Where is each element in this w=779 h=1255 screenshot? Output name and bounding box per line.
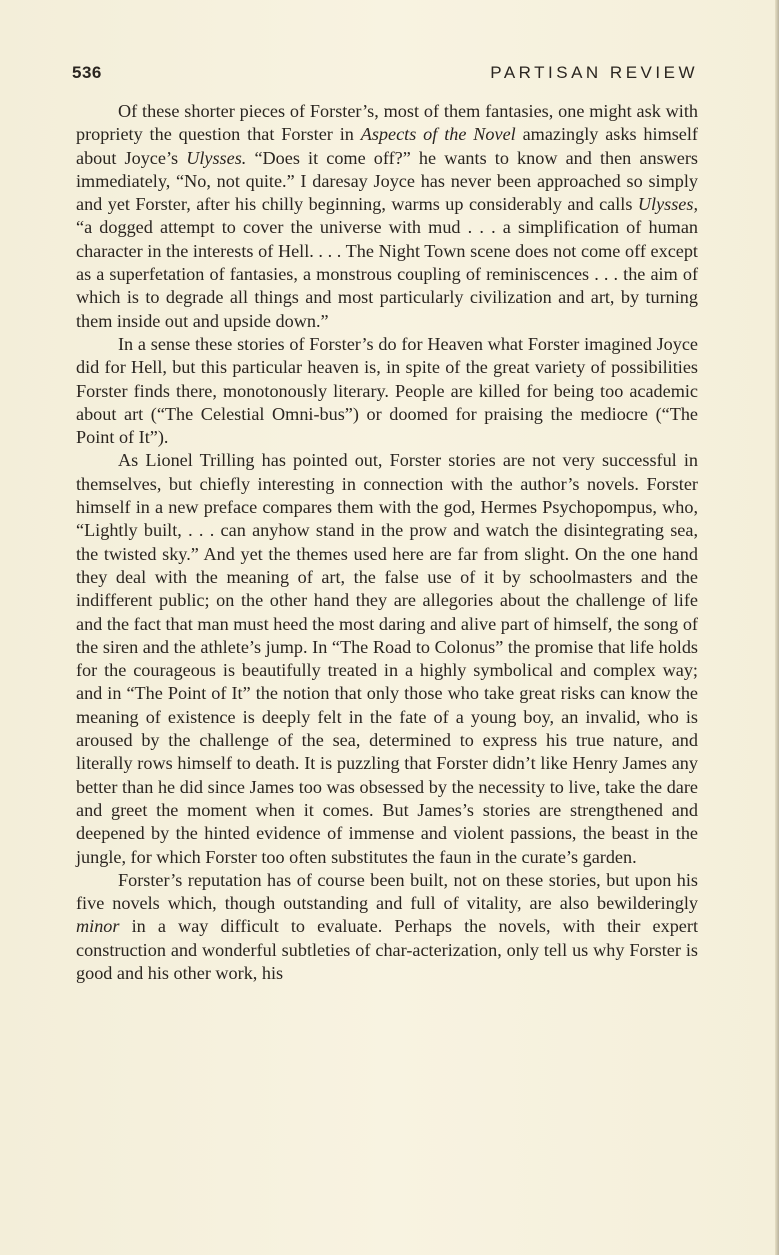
page-number: 536 xyxy=(72,63,102,82)
page-edge xyxy=(775,0,779,1255)
body-text xyxy=(76,100,698,985)
italic-text: minor xyxy=(76,916,120,937)
text-run: Forster’s reputation has of course been built, not on these stories, but upon his five novels which, though outstanding and full of vitality, are also bewilderingly xyxy=(76,869,698,914)
paragraph xyxy=(76,869,698,985)
italic-text: Aspects of the Novel xyxy=(360,124,516,145)
text-run: As Lionel Trilling has pointed out, Forster stories are not very successful in themselves, but chiefly interesting in connection with the author’s novels. Forster himself in a new preface compares them with the god, Hermes Psychopompus, who, “Lightly built, . . . can anyhow stand in the prow and watch the disintegrating sea, the twisted sky.” And yet the themes used here are far from slight. On the one hand they deal with the meaning of art, the false use of it by schoolmasters and the indifferent public; on the other hand they are allegories about the challenge of life and the fact that man must heed the most daring and alive part of himself, the song of the siren and the athlete’s jump. In “The Road to Colonus” the promise that life holds for the courageous is beautifully treated in a highly symbolical and complex way; and in “The Point of It” the notion that only those who take great risks can know the meaning of existence is deeply felt in the fate of a young boy, an invalid, who is aroused by the challenge of the sea, determined to express his true nature, and literally rows himself to death. It is puzzling that Forster didn’t like Henry James any better than he did since James too was obsessed by the necessity to live, take the dare and greet the moment when it comes. But James’s stories are strengthened and deepened by the hinted evidence of immense and violent passions, the beast in the jungle, for which Forster too often substitutes the faun in the curate’s garden. xyxy=(76,450,698,867)
italic-text: Ulysses. xyxy=(186,147,247,168)
text-run: amazingly asks himself about Joyce’s xyxy=(76,124,698,168)
text-run: Of these shorter pieces of Forster’s, most of them fantasies, one might ask with propriety the question that Forster in xyxy=(76,101,698,145)
paragraph xyxy=(76,333,698,449)
paragraph xyxy=(76,100,698,333)
running-head: PARTISAN REVIEW xyxy=(490,63,698,82)
italic-text: Ulysses, xyxy=(637,194,698,215)
paragraph xyxy=(76,449,698,868)
text-run: “Does it come off?” he wants to know and then answers immediately, “No, not quite.” I daresay Joyce has never been approached so simply and yet Forster, after his chilly beginning, warms up considerably and calls xyxy=(76,147,698,215)
text-run: in a way difficult to evaluate. Perhaps the novels, with their expert construction and wonderful subtleties of char-acterization, only tell us why Forster is good and his other work, his xyxy=(76,916,698,983)
text-run: “a dogged attempt to cover the universe with mud . . . a simplification of human character in the interests of Hell. . . . The Night Town scene does not come off except as a superfetation of fantasies, a monstrous coupling of reminiscences . . . the aim of which is to degrade all things and most particularly civilization and art, by turning them inside out and upside down.” xyxy=(76,217,698,331)
page-header xyxy=(72,63,698,87)
text-run: In a sense these stories of Forster’s do for Heaven what Forster imagined Joyce did for Hell, but this particular heaven is, in spite of the great variety of possibilities Forster finds there, monotonously literary. People are killed for being too academic about art (“The Celestial Omni-bus”) or doomed for praising the mediocre (“The Point of It”). xyxy=(76,333,698,448)
